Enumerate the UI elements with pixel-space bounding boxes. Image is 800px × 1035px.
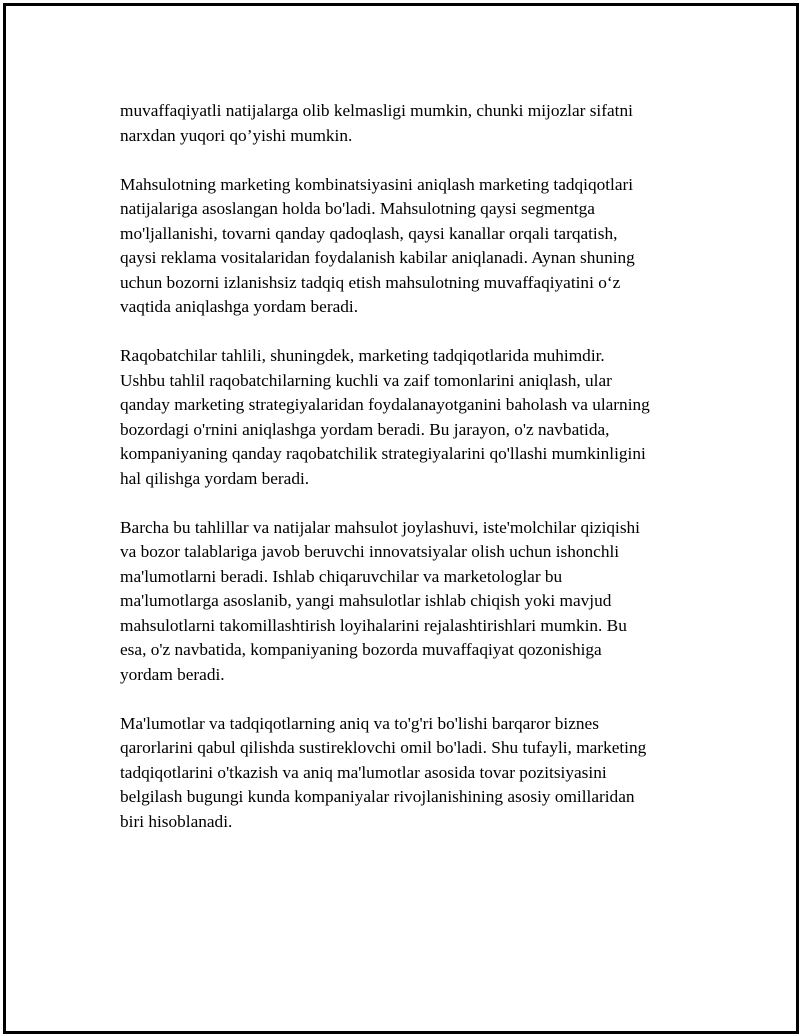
document-body: [120, 99, 692, 859]
paragraph-2: Mahsulotning marketing kombinatsiyasini aniqlash marketing tadqiqotlari natijalariga asoslangan holda bo'ladi. Mahsulotning qaysi segmentga mo'ljallanishi, tovarni qanday qadoqlash, qaysi kanallar orqali tarqatish, qaysi reklama vositalaridan foydalanish kabilar aniqlanadi. Aynan shuning uchun bozorni izlanishsiz tadqiq etish mahsulotning muvaffaqiyatini o‘z vaqtida aniqlashga yordam beradi.: [120, 174, 635, 316]
paragraph-5: Ma'lumotlar va tadqiqotlarning aniq va to'g'ri bo'lishi barqaror biznes qarorlarini qabul qilishda sustireklovchi omil bo'ladi. Shu tufayli, marketing tadqiqotlarini o'tkazish va aniq ma'lumotlar asosida tovar pozitsiyasini belgilash bugungi kunda kompaniyalar rivojlanishining asosiy omillaridan biri hisoblanadi.: [120, 713, 647, 831]
paragraph-1: muvaffaqiyatli natijalarga olib kelmasligi mumkin, chunki mijozlar sifatni narxdan yuqori qo’yishi mumkin.: [120, 101, 633, 145]
page-frame: [3, 3, 799, 1034]
paragraph-4: Barcha bu tahlillar va natijalar mahsulot joylashuvi, iste'molchilar qiziqishi va bozor talablariga javob beruvchi innovatsiyalar olish uchun ishonchli ma'lumotlarni beradi. Ishlab chiqaruvchilar va marketologlar bu ma'lumotlarga asoslanib, yangi mahsulotlar ishlab chiqish yoki mavjud mahsulotlarni takomillashtirish loyihalarini rejalashtirishlari mumkin. Bu esa, o'z navbatida, kompaniyaning bozorda muvaffaqiyat qozonishiga yordam beradi.: [120, 517, 640, 684]
paragraph-3: Raqobatchilar tahlili, shuningdek, marketing tadqiqotlarida muhimdir. Ushbu tahlil raqobatchilarning kuchli va zaif tomonlarini aniqlash, ular qanday marketing strategiyalaridan foydalanayotganini baholash va ularning bozordagi o'rnini aniqlashga yordam beradi. Bu jarayon, o'z navbatida, kompaniyaning qanday raqobatchilik strategiyalarini qo'llashi mumkinligini hal qilishga yordam beradi.: [120, 346, 650, 488]
